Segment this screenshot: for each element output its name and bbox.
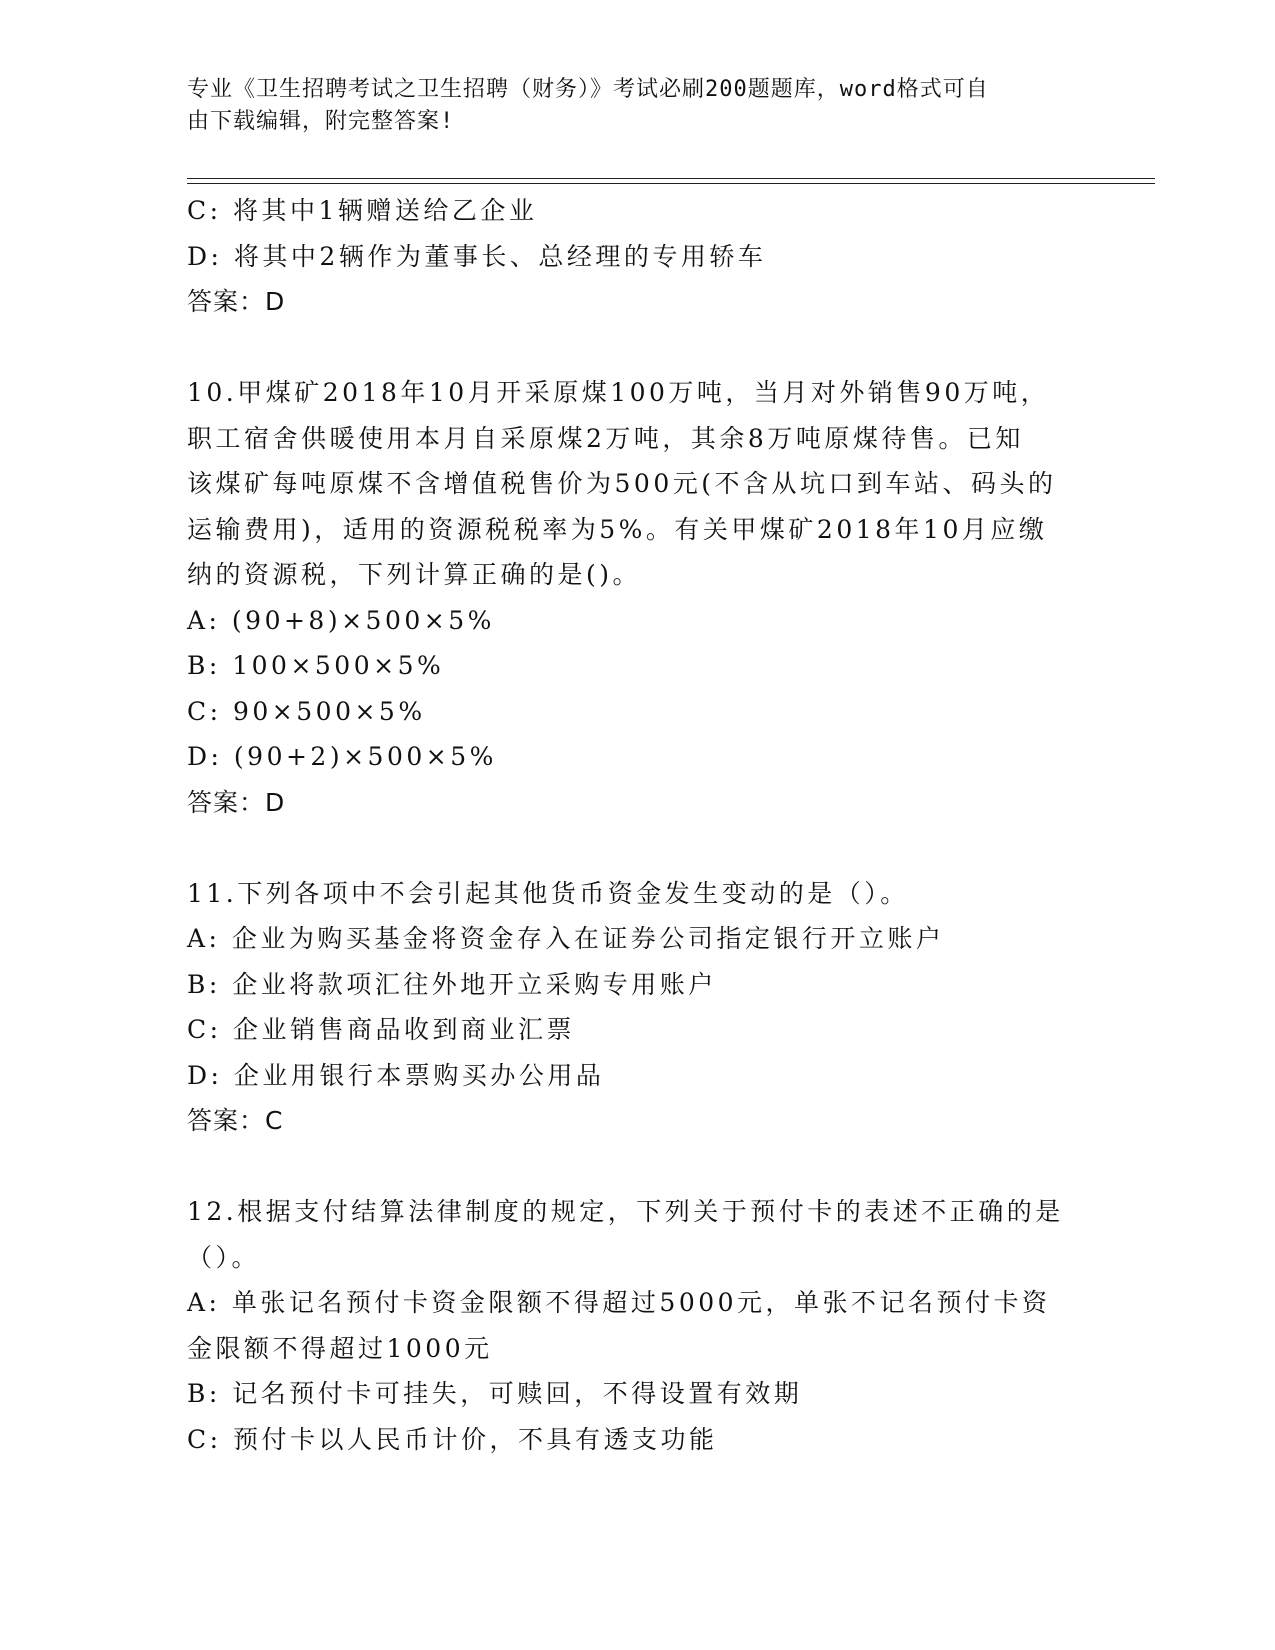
option-c: C: 将其中1辆赠送给乙企业 (187, 196, 538, 225)
question-content (187, 188, 1087, 1462)
answer: 答案：D (187, 287, 286, 316)
header-divider-top (187, 178, 1155, 179)
question-stem-line: 运输费用)，适用的资源税税率为5%。有关甲煤矿2018年10月应缴 (187, 514, 1048, 544)
answer: 答案：D (187, 787, 286, 817)
question-11 (187, 871, 1087, 1144)
option-c: C: 90×500×5% (187, 696, 426, 726)
question-10 (187, 370, 1087, 825)
option-c: C: 企业销售商品收到商业汇票 (187, 1015, 575, 1044)
option-b: B: 记名预付卡可挂失，可赎回，不得设置有效期 (187, 1379, 803, 1408)
answer: 答案：C (187, 1106, 284, 1135)
question-stem-line: 职工宿舍供暖使用本月自采原煤2万吨，其余8万吨原煤待售。已知 (187, 423, 1024, 453)
header-line-1: 专业《卫生招聘考试之卫生招聘（财务）》考试必刷200题题库，word格式可自 (187, 77, 989, 102)
option-b: B: 100×500×5% (187, 651, 445, 680)
spacer (187, 325, 1087, 371)
question-stem-line: 纳的资源税，下列计算正确的是()。 (187, 560, 642, 589)
option-a-continued: 金限额不得超过1000元 (187, 1333, 493, 1363)
option-b: B: 企业将款项汇往外地开立采购专用账户 (187, 969, 717, 999)
option-a: A: 企业为购买基金将资金存入在证券公司指定银行开立账户 (187, 924, 945, 953)
spacer (187, 1144, 1087, 1190)
header-line-2: 由下载编辑，附完整答案! (187, 109, 455, 134)
option-d: D: (90+2)×500×5% (187, 742, 497, 771)
option-d: D: 企业用银行本票购买办公用品 (187, 1060, 605, 1090)
option-a: A: (90+8)×500×5% (187, 605, 495, 635)
question-stem-line: 11.下列各项中不会引起其他货币资金发生变动的是（）。 (187, 878, 909, 908)
option-a: A: 单张记名预付卡资金限额不得超过5000元，单张不记名预付卡资 (187, 1288, 1051, 1317)
question-stem-line: 该煤矿每吨原煤不含增值税售价为500元(不含从坑口到车站、码头的 (187, 469, 1057, 498)
header-divider-bottom (187, 183, 1155, 184)
question-stem-line: 10.甲煤矿2018年10月开采原煤100万吨，当月对外销售90万吨， (187, 378, 1050, 407)
question-stem-line: （）。 (187, 1242, 261, 1272)
option-c: C: 预付卡以人民币计价，不具有透支功能 (187, 1424, 718, 1454)
document-header (187, 74, 1087, 138)
question-12 (187, 1189, 1087, 1462)
question-9 (187, 188, 1087, 325)
spacer (187, 825, 1087, 871)
question-stem-line: 12.根据支付结算法律制度的规定，下列关于预付卡的表述不正确的是 (187, 1197, 1064, 1226)
option-d: D: 将其中2辆作为董事长、总经理的专用轿车 (187, 241, 767, 271)
